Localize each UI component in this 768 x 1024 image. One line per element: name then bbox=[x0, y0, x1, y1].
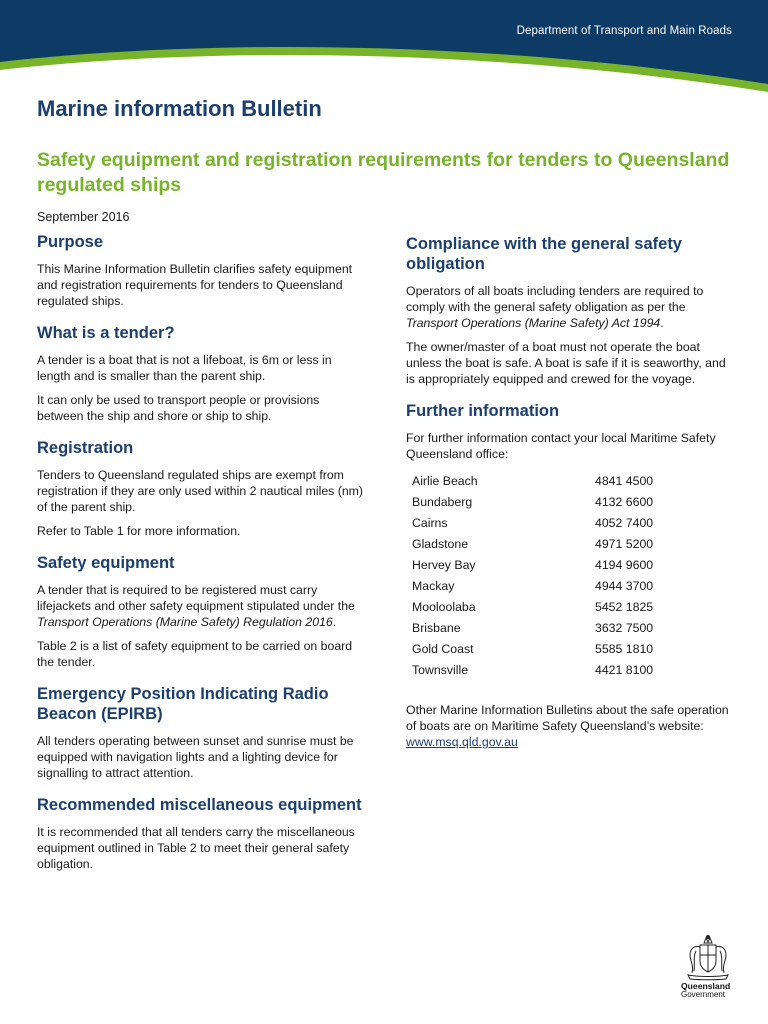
office-city: Mooloolaba bbox=[412, 600, 476, 615]
tender-heading: What is a tender? bbox=[37, 324, 175, 342]
office-city: Gold Coast bbox=[412, 642, 474, 657]
purpose-section bbox=[37, 232, 367, 309]
compliance-heading: Compliance with the general safety obligation bbox=[406, 235, 682, 273]
office-city: Airlie Beach bbox=[412, 473, 478, 488]
office-row bbox=[412, 491, 653, 512]
further-info-heading: Further information bbox=[406, 402, 560, 420]
logo-government: Government bbox=[681, 989, 726, 999]
misc-equipment-section bbox=[37, 795, 367, 872]
bulletin-subtitle: Safety equipment and registration requirements for tenders to Queensland regulated ships bbox=[37, 149, 730, 196]
registration-exemption: Tenders to Queensland regulated ships are exempt from registration if they are only used within 2 nautical miles (nm) of the parent ship. bbox=[37, 468, 364, 514]
misc-equipment-heading: Recommended miscellaneous equipment bbox=[37, 796, 362, 814]
tender-usage: It can only be used to transport people or provisions between the ship and shore or ship to ship. bbox=[37, 393, 320, 423]
office-row bbox=[412, 575, 653, 596]
office-city: Mackay bbox=[412, 579, 455, 594]
office-row bbox=[412, 533, 653, 554]
office-phone: 4132 6600 bbox=[595, 494, 654, 509]
more-bulletins-text: Other Marine Information Bulletins about the safe operation of boats are on Maritime Safety Queensland’s website: www.msq.qld.gov.au bbox=[406, 702, 729, 749]
safety-equipment-section bbox=[37, 553, 367, 670]
office-phone: 4971 5200 bbox=[595, 536, 654, 551]
office-row bbox=[412, 512, 653, 533]
header-banner bbox=[0, 0, 768, 92]
tender-section bbox=[37, 323, 367, 424]
office-row bbox=[412, 618, 653, 639]
compliance-section bbox=[406, 234, 736, 387]
office-contacts-table bbox=[412, 470, 653, 681]
act-title: Transport Operations (Marine Safety) Act 1994 bbox=[406, 316, 661, 330]
epirb-heading: Emergency Position Indicating Radio Beacon (EPIRB) bbox=[37, 685, 329, 723]
further-info-section bbox=[406, 401, 736, 750]
office-phone: 5452 1825 bbox=[595, 600, 654, 615]
office-phone: 4194 9600 bbox=[595, 557, 654, 572]
office-city: Townsville bbox=[412, 663, 469, 678]
safety-equipment-table-note: Table 2 is a list of safety equipment to be carried on board the tender. bbox=[37, 639, 353, 669]
purpose-text: This Marine Information Bulletin clarifies safety equipment and registration requirements for tenders to Queensland regulated ships. bbox=[37, 262, 353, 308]
office-city: Bundaberg bbox=[412, 494, 473, 509]
office-phone: 5585 1810 bbox=[595, 642, 654, 657]
office-city: Cairns bbox=[412, 515, 448, 530]
left-column bbox=[37, 232, 367, 886]
registration-heading: Registration bbox=[37, 439, 134, 457]
right-column bbox=[406, 234, 736, 764]
tender-definition: A tender is a boat that is not a lifeboat, is 6m or less in length and is smaller than the parent ship. bbox=[37, 353, 332, 383]
safety-equipment-text: A tender that is required to be registered must carry lifejackets and other safety equipment stipulated under the Transport Operations (Marine Safety) Regulation 2016. bbox=[37, 583, 355, 629]
office-row bbox=[412, 660, 653, 681]
office-phone: 4944 3700 bbox=[595, 579, 654, 594]
department-name: Department of Transport and Main Roads bbox=[516, 25, 732, 37]
epirb-text: All tenders operating between sunset and sunrise must be equipped with navigation lights and a lighting device for signalling to attract attention. bbox=[37, 734, 354, 780]
logo-queensland: Queensland bbox=[681, 981, 731, 991]
office-city: Gladstone bbox=[412, 536, 469, 551]
office-row bbox=[412, 554, 653, 575]
queensland-government-logo bbox=[681, 982, 737, 999]
office-phone: 4841 4500 bbox=[595, 473, 654, 488]
regulation-title: Transport Operations (Marine Safety) Regulation 2016 bbox=[37, 615, 333, 629]
owner-obligation-text: The owner/master of a boat must not operate the boat unless the boat is safe. A boat is safe if it is seaworthy, and is appropriately equipped and crewed for the voyage. bbox=[406, 340, 726, 386]
bulletin-title: Marine information Bulletin bbox=[37, 96, 322, 121]
registration-section bbox=[37, 438, 367, 539]
office-phone: 4421 8100 bbox=[595, 663, 654, 678]
further-info-text: For further information contact your local Maritime Safety Queensland office: bbox=[406, 431, 716, 461]
purpose-heading: Purpose bbox=[37, 233, 104, 251]
compliance-text: Operators of all boats including tenders are required to comply with the general safety obligation as per the Transport Operations (Marine Safety) Act 1994. bbox=[406, 284, 704, 330]
office-row bbox=[412, 597, 653, 618]
publication-date: September 2016 bbox=[37, 210, 130, 224]
office-city: Brisbane bbox=[412, 621, 461, 636]
office-row bbox=[412, 639, 653, 660]
misc-equipment-text: It is recommended that all tenders carry the miscellaneous equipment outlined in Table 2 to meet their general safety obligation. bbox=[37, 825, 355, 871]
safety-equipment-heading: Safety equipment bbox=[37, 554, 175, 572]
registration-reference: Refer to Table 1 for more information. bbox=[37, 524, 241, 538]
office-row bbox=[412, 470, 653, 491]
epirb-section bbox=[37, 684, 367, 781]
queensland-crest-icon bbox=[680, 933, 736, 981]
msq-website-link[interactable]: www.msq.qld.gov.au bbox=[406, 734, 518, 749]
office-phone: 4052 7400 bbox=[595, 515, 654, 530]
office-phone: 3632 7500 bbox=[595, 621, 654, 636]
office-city: Hervey Bay bbox=[412, 557, 476, 572]
